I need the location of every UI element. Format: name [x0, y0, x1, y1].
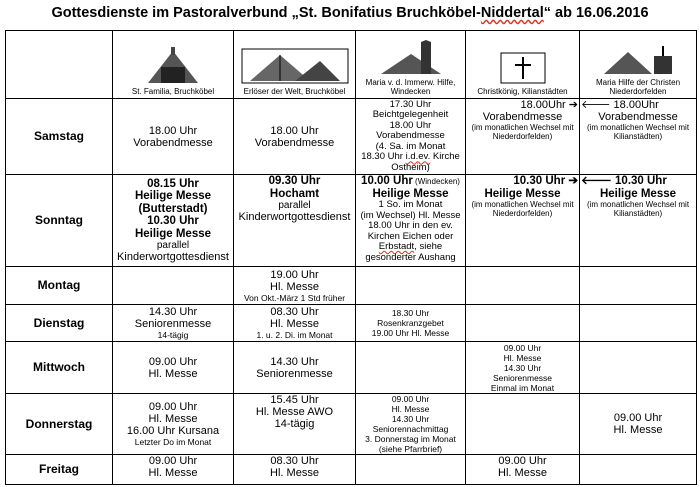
- church-icon: [598, 46, 678, 76]
- cell-sonntag-3: 10.00 Uhr (Windecken) Heilige Messe 1 So. im Monat (im Wechsel) Hl. Messe 18.00 Uhr in den ev. Kirchen Eichen oder Erbstadt, siehe gesonderter Aushang: [356, 175, 466, 267]
- cell-mittwoch-1: 09.00 Uhr Hl. Messe: [113, 342, 234, 394]
- day-label: Dienstag: [6, 305, 113, 342]
- cell-sonntag-2: 09.30 Uhr Hochamt parallel Kinderwortgottesdienst: [234, 175, 356, 267]
- cell-donnerstag-3: 09.00 Uhr Hl. Messe 14.30 Uhr Seniorennachmittag 3. Donnerstag im Monat (siehe Pfarrbrief): [356, 394, 466, 455]
- cell-montag-5: [580, 267, 697, 305]
- cell-donnerstag-1: 09.00 Uhr Hl. Messe 16.00 Uhr Kursana Letzter Do im Monat: [113, 394, 234, 455]
- church-header-4: Christkönig, Kilianstädten: [466, 31, 580, 99]
- page-title: Gottesdienste im Pastoralverbund „St. Bonifatius Bruchköbel-Niddertal“ ab 16.06.2016: [51, 5, 649, 21]
- cell-dienstag-5: [580, 305, 697, 342]
- cell-sonntag-1: 08.15 Uhr Heilige Messe (Butterstadt) 10.30 Uhr Heilige Messe parallel Kinderwortgottesdienst: [113, 175, 234, 267]
- row-freitag: [6, 455, 697, 485]
- day-label: Freitag: [6, 455, 113, 485]
- cell-dienstag-3: 18.30 Uhr Rosenkranzgebet 19.00 Uhr Hl. Messe: [356, 305, 466, 342]
- church-header-1: St. Familia, Bruchköbel: [113, 31, 234, 99]
- cell-montag-3: [356, 267, 466, 305]
- cell-freitag-5: [580, 455, 697, 485]
- day-label: Sonntag: [6, 175, 113, 267]
- cell-samstag-2: 18.00 Uhr Vorabendmesse: [234, 99, 356, 175]
- cell-mittwoch-5: [580, 342, 697, 394]
- church-icon: [143, 47, 203, 85]
- schedule-table: [5, 30, 697, 485]
- row-donnerstag: [6, 394, 697, 455]
- cell-freitag-2: 08.30 Uhr Hl. Messe: [234, 455, 356, 485]
- header-row: [6, 31, 697, 99]
- cell-samstag-1: 18.00 Uhr Vorabendmesse: [113, 99, 234, 175]
- cell-mittwoch-3: [356, 342, 466, 394]
- cell-freitag-1: 09.00 Uhr Hl. Messe: [113, 455, 234, 485]
- cell-mittwoch-2: 14.30 Uhr Seniorenmesse: [234, 342, 356, 394]
- row-montag: [6, 267, 697, 305]
- cell-donnerstag-4: [466, 394, 580, 455]
- cell-mittwoch-4: 09.00 Uhr Hl. Messe 14.30 Uhr Seniorenmesse Einmal im Monat: [466, 342, 580, 394]
- day-label: Donnerstag: [6, 394, 113, 455]
- cell-dienstag-1: 14.30 Uhr Seniorenmesse 14-tägig: [113, 305, 234, 342]
- cell-donnerstag-5: 09.00 Uhr Hl. Messe: [580, 394, 697, 455]
- day-label: Mittwoch: [6, 342, 113, 394]
- day-label: Samstag: [6, 99, 113, 175]
- cell-montag-1: [113, 267, 234, 305]
- cell-samstag-3: 17.30 Uhr Beichtgelegenheit 18.00 Uhr Vorabendmesse (4. Sa. im Monat 18.30 Uhr i.d.ev. Kirche Ostheim): [356, 99, 466, 175]
- church-header-3: Maria v. d. Immerw. Hilfe, Windecken: [356, 31, 466, 99]
- row-mittwoch: [6, 342, 697, 394]
- church-icon: [240, 47, 350, 85]
- row-sonntag: [6, 175, 697, 267]
- row-samstag: [6, 99, 697, 175]
- cell-samstag-4: 18.00Uhr ➔ Vorabendmesse (im monatlichen Wechsel mit Niederdorfelden): [466, 99, 580, 175]
- row-dienstag: [6, 305, 697, 342]
- cell-sonntag-5: 🡐 10.30 Uhr Heilige Messe (im monatlichen Wechsel mit Kilianstädten): [580, 175, 697, 267]
- church-icon: [371, 40, 451, 76]
- cell-dienstag-2: 08.30 Uhr Hl. Messe 1. u. 2. Di. im Monat: [234, 305, 356, 342]
- church-header-2: Erlöser der Welt, Bruchköbel: [234, 31, 356, 99]
- cell-freitag-4: 09.00 Uhr Hl. Messe: [466, 455, 580, 485]
- cell-samstag-5: 🡐 18.00Uhr Vorabendmesse (im monatlichen Wechsel mit Kilianstädten): [580, 99, 697, 175]
- cell-donnerstag-2: 15.45 Uhr Hl. Messe AWO 14-tägig: [234, 394, 356, 455]
- church-header-5: Maria Hilfe der Christen Niederdorfelden: [580, 31, 697, 99]
- cell-montag-4: [466, 267, 580, 305]
- cell-dienstag-4: [466, 305, 580, 342]
- cell-freitag-3: [356, 455, 466, 485]
- title-underlined-word: Niddertal: [480, 5, 544, 21]
- cell-montag-2: 19.00 Uhr Hl. Messe Von Okt.-März 1 Std früher: [234, 267, 356, 305]
- day-label: Montag: [6, 267, 113, 305]
- church-icon: [498, 45, 548, 85]
- cell-sonntag-4: 10.30 Uhr ➔ Heilige Messe (im monatlichen Wechsel mit Niederdorfelden): [466, 175, 580, 267]
- corner-cell: [6, 31, 113, 99]
